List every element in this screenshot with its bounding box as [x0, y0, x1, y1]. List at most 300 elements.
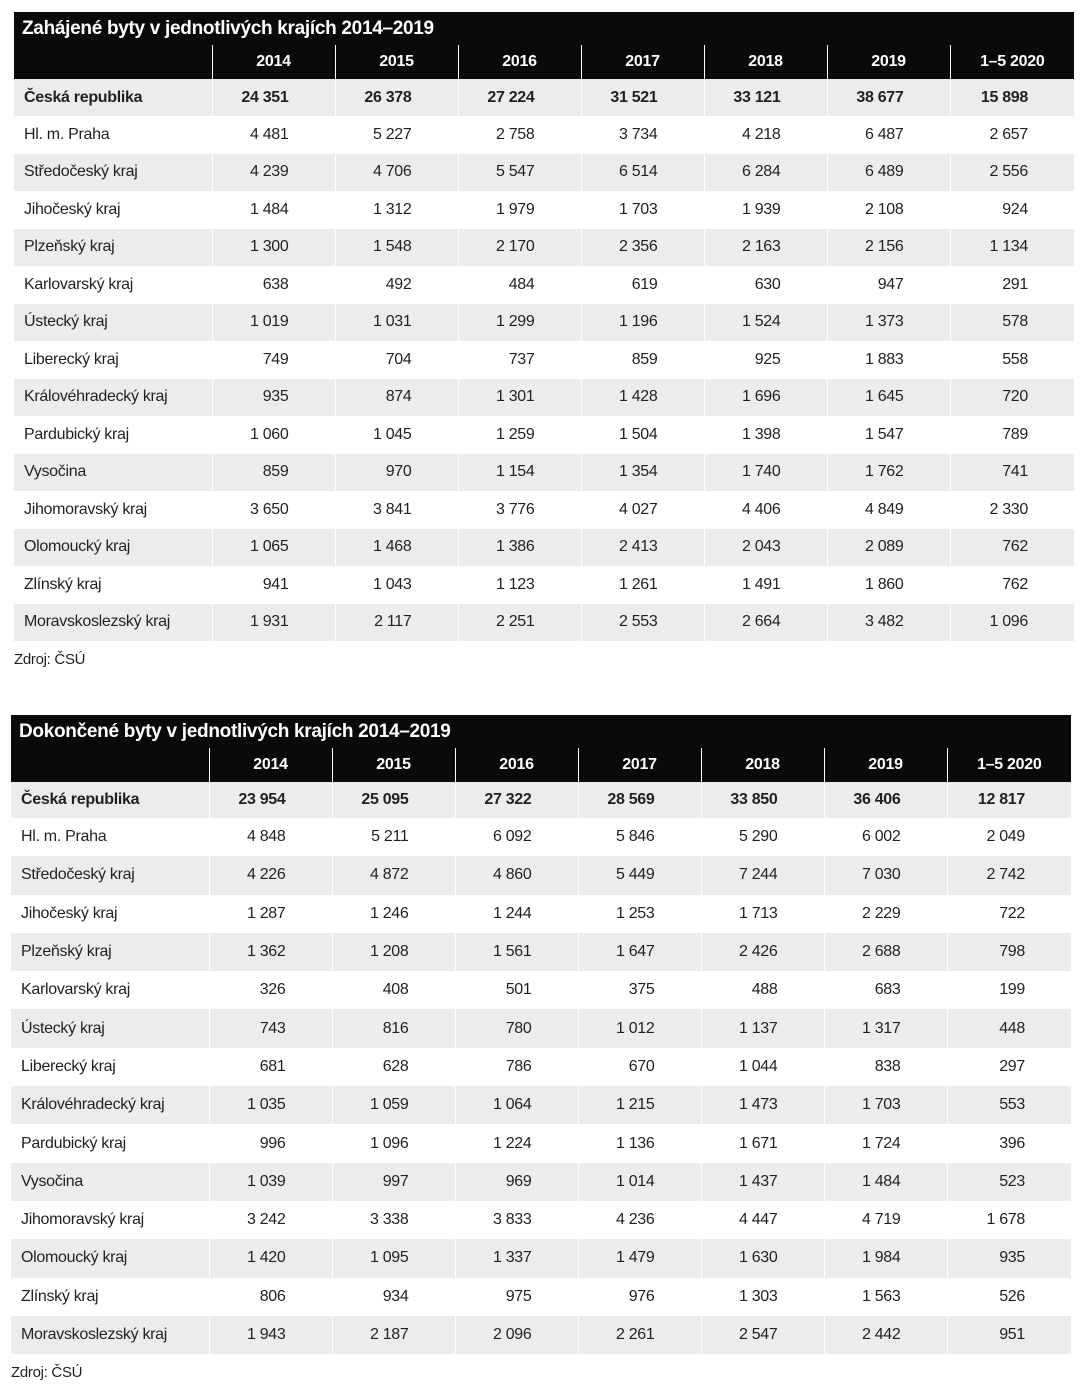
value-cell: 3 776	[458, 491, 581, 529]
value-cell: 36 406	[824, 782, 947, 818]
value-cell: 6 489	[827, 154, 950, 192]
header-cell-year: 2014	[212, 45, 335, 79]
value-cell: 5 290	[701, 818, 824, 856]
value-cell: 924	[950, 191, 1074, 229]
value-cell: 6 487	[827, 116, 950, 154]
value-cell: 1 354	[581, 454, 704, 492]
value-cell: 26 378	[335, 79, 458, 116]
value-cell: 4 872	[332, 856, 455, 894]
table-row	[14, 191, 1074, 229]
region-name-cell: Olomoucký kraj	[24, 538, 131, 556]
value-cell: 199	[947, 971, 1071, 1009]
value-cell: 1 943	[209, 1316, 332, 1354]
value-cell: 975	[455, 1278, 578, 1316]
value-cell: 1 060	[212, 416, 335, 454]
value-cell: 1 420	[209, 1239, 332, 1277]
table-row	[11, 1163, 1071, 1201]
region-name-cell: Zlínský kraj	[21, 1287, 99, 1305]
value-cell: 3 841	[335, 491, 458, 529]
value-cell: 38 677	[827, 79, 950, 116]
value-cell: 1 064	[455, 1086, 578, 1124]
value-cell: 720	[950, 379, 1074, 417]
table-body	[11, 782, 1071, 1354]
value-cell: 780	[455, 1009, 578, 1047]
value-cell: 553	[947, 1086, 1071, 1124]
value-cell: 1 039	[209, 1163, 332, 1201]
value-cell: 4 719	[824, 1201, 947, 1239]
value-cell: 1 137	[701, 1009, 824, 1047]
value-cell: 1 979	[458, 191, 581, 229]
started-dwellings-table-block	[14, 12, 1074, 668]
value-cell: 1 136	[578, 1124, 701, 1162]
value-cell: 941	[212, 566, 335, 604]
value-cell: 1 504	[581, 416, 704, 454]
value-cell: 704	[335, 341, 458, 379]
value-cell: 31 521	[581, 79, 704, 116]
value-cell: 743	[209, 1009, 332, 1047]
region-name-cell: Olomoucký kraj	[21, 1249, 128, 1267]
value-cell: 859	[212, 454, 335, 492]
value-cell: 1 096	[950, 604, 1074, 642]
value-cell: 1 524	[704, 304, 827, 342]
value-cell: 3 338	[332, 1201, 455, 1239]
value-cell: 2 657	[950, 116, 1074, 154]
header-cell-region	[14, 45, 212, 79]
value-cell: 6 514	[581, 154, 704, 192]
value-cell: 2 261	[578, 1316, 701, 1354]
table-row-total	[11, 782, 1071, 818]
value-cell: 996	[209, 1124, 332, 1162]
table-row	[14, 154, 1074, 192]
value-cell: 638	[212, 266, 335, 304]
value-cell: 1 224	[455, 1124, 578, 1162]
value-cell: 1 031	[335, 304, 458, 342]
value-cell: 1 647	[578, 933, 701, 971]
value-cell: 2 163	[704, 229, 827, 267]
value-cell: 1 939	[704, 191, 827, 229]
value-cell: 1 259	[458, 416, 581, 454]
value-cell: 1 479	[578, 1239, 701, 1277]
value-cell: 1 019	[212, 304, 335, 342]
value-cell: 2 758	[458, 116, 581, 154]
region-name-cell: Moravskoslezský kraj	[24, 613, 171, 631]
value-cell: 448	[947, 1009, 1071, 1047]
value-cell: 5 227	[335, 116, 458, 154]
value-cell: 1 678	[947, 1201, 1071, 1239]
region-name-cell: Zlínský kraj	[24, 575, 102, 593]
table-row	[11, 1278, 1071, 1316]
value-cell: 3 242	[209, 1201, 332, 1239]
region-name-cell: Pardubický kraj	[24, 425, 129, 443]
value-cell: 2 553	[581, 604, 704, 642]
value-cell: 2 556	[950, 154, 1074, 192]
value-cell: 326	[209, 971, 332, 1009]
header-cell-region	[11, 748, 209, 782]
region-name-cell: Pardubický kraj	[21, 1134, 126, 1152]
value-cell: 1 123	[458, 566, 581, 604]
value-cell: 1 696	[704, 379, 827, 417]
region-name-cell: Plzeňský kraj	[21, 943, 112, 961]
header-cell-year: 2017	[581, 45, 704, 79]
table-row	[14, 604, 1074, 642]
value-cell: 526	[947, 1278, 1071, 1316]
value-cell: 786	[455, 1048, 578, 1086]
value-cell: 630	[704, 266, 827, 304]
table-row	[11, 1239, 1071, 1277]
table-row	[14, 229, 1074, 267]
table-row	[11, 1048, 1071, 1086]
value-cell: 4 481	[212, 116, 335, 154]
completed-dwellings-table-block	[11, 715, 1071, 1381]
value-cell: 722	[947, 895, 1071, 933]
table-row	[14, 304, 1074, 342]
region-name-cell: Ústecký kraj	[21, 1019, 105, 1037]
value-cell: 1 035	[209, 1086, 332, 1124]
value-cell: 1 630	[701, 1239, 824, 1277]
value-cell: 874	[335, 379, 458, 417]
table-row	[14, 116, 1074, 154]
value-cell: 741	[950, 454, 1074, 492]
value-cell: 2 426	[701, 933, 824, 971]
value-cell: 935	[212, 379, 335, 417]
value-cell: 2 108	[827, 191, 950, 229]
header-row	[14, 45, 1074, 79]
region-name-cell: Česká republika	[24, 88, 143, 106]
header-cell-year: 2019	[827, 45, 950, 79]
value-cell: 798	[947, 933, 1071, 971]
region-name-cell: Ústecký kraj	[24, 313, 108, 331]
value-cell: 1 095	[332, 1239, 455, 1277]
table-row	[11, 1009, 1071, 1047]
table-row	[14, 266, 1074, 304]
header-row	[11, 748, 1071, 782]
value-cell: 1 468	[335, 529, 458, 567]
value-cell: 1 096	[332, 1124, 455, 1162]
value-cell: 3 734	[581, 116, 704, 154]
value-cell: 1 491	[704, 566, 827, 604]
table-row	[14, 529, 1074, 567]
value-cell: 1 645	[827, 379, 950, 417]
region-name-cell: Karlovarský kraj	[24, 275, 134, 293]
value-cell: 3 833	[455, 1201, 578, 1239]
table-header	[14, 45, 1074, 79]
value-cell: 4 849	[827, 491, 950, 529]
value-cell: 4 447	[701, 1201, 824, 1239]
value-cell: 2 229	[824, 895, 947, 933]
value-cell: 488	[701, 971, 824, 1009]
value-cell: 2 089	[827, 529, 950, 567]
value-cell: 4 236	[578, 1201, 701, 1239]
value-cell: 4 860	[455, 856, 578, 894]
region-name-cell: Jihočeský kraj	[24, 200, 121, 218]
region-name-cell: Královéhradecký kraj	[21, 1096, 165, 1114]
value-cell: 1 484	[212, 191, 335, 229]
value-cell: 1 547	[827, 416, 950, 454]
value-cell: 947	[827, 266, 950, 304]
value-cell: 2 156	[827, 229, 950, 267]
region-name-cell: Vysočina	[21, 1172, 83, 1190]
table-row	[14, 491, 1074, 529]
value-cell: 492	[335, 266, 458, 304]
value-cell: 737	[458, 341, 581, 379]
value-cell: 1 386	[458, 529, 581, 567]
value-cell: 1 300	[212, 229, 335, 267]
table-header	[11, 748, 1071, 782]
table-row	[14, 379, 1074, 417]
region-name-cell: Královéhradecký kraj	[24, 388, 168, 406]
value-cell: 934	[332, 1278, 455, 1316]
region-name-cell: Vysočina	[24, 463, 86, 481]
value-cell: 6 002	[824, 818, 947, 856]
region-name-cell: Karlovarský kraj	[21, 981, 131, 999]
value-cell: 28 569	[578, 782, 701, 818]
value-cell: 2 356	[581, 229, 704, 267]
value-cell: 396	[947, 1124, 1071, 1162]
value-cell: 628	[332, 1048, 455, 1086]
value-cell: 2 251	[458, 604, 581, 642]
region-name-cell: Středočeský kraj	[24, 163, 138, 181]
value-cell: 375	[578, 971, 701, 1009]
header-cell-year: 2018	[704, 45, 827, 79]
value-cell: 1 059	[332, 1086, 455, 1124]
value-cell: 1 437	[701, 1163, 824, 1201]
value-cell: 935	[947, 1239, 1071, 1277]
data-table	[11, 748, 1071, 1354]
value-cell: 1 208	[332, 933, 455, 971]
table-title: Zahájené byty v jednotlivých krajích 2014–2019	[14, 12, 1074, 45]
header-cell-year: 2018	[701, 748, 824, 782]
table-row	[11, 1316, 1071, 1354]
value-cell: 5 211	[332, 818, 455, 856]
value-cell: 484	[458, 266, 581, 304]
value-cell: 1 984	[824, 1239, 947, 1277]
value-cell: 749	[212, 341, 335, 379]
value-cell: 501	[455, 971, 578, 1009]
region-name-cell: Liberecký kraj	[21, 1057, 116, 1075]
value-cell: 806	[209, 1278, 332, 1316]
value-cell: 4 848	[209, 818, 332, 856]
value-cell: 27 224	[458, 79, 581, 116]
table-row-total	[14, 79, 1074, 116]
value-cell: 27 322	[455, 782, 578, 818]
value-cell: 762	[950, 566, 1074, 604]
table-row	[14, 341, 1074, 379]
header-cell-year: 1–5 2020	[950, 45, 1074, 79]
value-cell: 1 215	[578, 1086, 701, 1124]
value-cell: 789	[950, 416, 1074, 454]
value-cell: 297	[947, 1048, 1071, 1086]
value-cell: 3 482	[827, 604, 950, 642]
value-cell: 838	[824, 1048, 947, 1086]
source-note: Zdroj: ČSÚ	[11, 1364, 83, 1382]
region-name-cell: Hl. m. Praha	[21, 828, 107, 846]
value-cell: 1 428	[581, 379, 704, 417]
value-cell: 1 045	[335, 416, 458, 454]
region-name-cell: Moravskoslezský kraj	[21, 1326, 168, 1343]
table-row	[11, 1124, 1071, 1162]
table-title: Dokončené byty v jednotlivých krajích 2014–2019	[11, 715, 1071, 748]
value-cell: 5 449	[578, 856, 701, 894]
header-cell-year: 2014	[209, 748, 332, 782]
value-cell: 1 703	[824, 1086, 947, 1124]
value-cell: 2 043	[704, 529, 827, 567]
value-cell: 7 244	[701, 856, 824, 894]
value-cell: 1 713	[701, 895, 824, 933]
value-cell: 1 154	[458, 454, 581, 492]
value-cell: 1 244	[455, 895, 578, 933]
value-cell: 2 664	[704, 604, 827, 642]
value-cell: 3 650	[212, 491, 335, 529]
value-cell: 4 406	[704, 491, 827, 529]
value-cell: 1 253	[578, 895, 701, 933]
value-cell: 558	[950, 341, 1074, 379]
value-cell: 1 484	[824, 1163, 947, 1201]
value-cell: 1 303	[701, 1278, 824, 1316]
value-cell: 2 742	[947, 856, 1071, 894]
header-cell-year: 2016	[455, 748, 578, 782]
value-cell: 969	[455, 1163, 578, 1201]
value-cell: 859	[581, 341, 704, 379]
value-cell: 1 373	[827, 304, 950, 342]
value-cell: 408	[332, 971, 455, 1009]
value-cell: 2 187	[332, 1316, 455, 1354]
value-cell: 970	[335, 454, 458, 492]
value-cell: 1 563	[824, 1278, 947, 1316]
region-name-cell: Jihomoravský kraj	[24, 500, 147, 518]
value-cell: 7 030	[824, 856, 947, 894]
table-row	[11, 1201, 1071, 1239]
table-row	[11, 971, 1071, 1009]
source-note: Zdroj: ČSÚ	[14, 651, 86, 668]
value-cell: 1 044	[701, 1048, 824, 1086]
value-cell: 4 027	[581, 491, 704, 529]
table-row	[14, 454, 1074, 492]
value-cell: 523	[947, 1163, 1071, 1201]
value-cell: 5 846	[578, 818, 701, 856]
value-cell: 1 134	[950, 229, 1074, 267]
value-cell: 1 860	[827, 566, 950, 604]
value-cell: 997	[332, 1163, 455, 1201]
value-cell: 1 724	[824, 1124, 947, 1162]
value-cell: 2 096	[455, 1316, 578, 1354]
table-row	[11, 933, 1071, 971]
value-cell: 15 898	[950, 79, 1074, 116]
value-cell: 1 043	[335, 566, 458, 604]
value-cell: 4 239	[212, 154, 335, 192]
value-cell: 1 931	[212, 604, 335, 642]
value-cell: 4 226	[209, 856, 332, 894]
value-cell: 1 883	[827, 341, 950, 379]
value-cell: 1 065	[212, 529, 335, 567]
value-cell: 1 287	[209, 895, 332, 933]
value-cell: 2 547	[701, 1316, 824, 1354]
value-cell: 925	[704, 341, 827, 379]
data-table	[14, 45, 1074, 641]
value-cell: 291	[950, 266, 1074, 304]
table-body	[14, 79, 1074, 641]
value-cell: 23 954	[209, 782, 332, 818]
table-row	[11, 1086, 1071, 1124]
value-cell: 1 362	[209, 933, 332, 971]
value-cell: 1 398	[704, 416, 827, 454]
table-row	[11, 895, 1071, 933]
value-cell: 670	[578, 1048, 701, 1086]
header-cell-year: 2019	[824, 748, 947, 782]
header-cell-year: 2015	[332, 748, 455, 782]
value-cell: 1 762	[827, 454, 950, 492]
region-name-cell: Liberecký kraj	[24, 350, 119, 368]
value-cell: 1 014	[578, 1163, 701, 1201]
value-cell: 1 301	[458, 379, 581, 417]
value-cell: 6 284	[704, 154, 827, 192]
value-cell: 6 092	[455, 818, 578, 856]
value-cell: 1 261	[581, 566, 704, 604]
value-cell: 1 703	[581, 191, 704, 229]
value-cell: 816	[332, 1009, 455, 1047]
value-cell: 1 671	[701, 1124, 824, 1162]
value-cell: 1 561	[455, 933, 578, 971]
value-cell: 4 218	[704, 116, 827, 154]
value-cell: 683	[824, 971, 947, 1009]
value-cell: 1 312	[335, 191, 458, 229]
value-cell: 1 246	[332, 895, 455, 933]
header-cell-year: 2017	[578, 748, 701, 782]
header-cell-year: 2015	[335, 45, 458, 79]
value-cell: 2 413	[581, 529, 704, 567]
value-cell: 578	[950, 304, 1074, 342]
value-cell: 4 706	[335, 154, 458, 192]
value-cell: 619	[581, 266, 704, 304]
value-cell: 1 337	[455, 1239, 578, 1277]
header-cell-year: 2016	[458, 45, 581, 79]
value-cell: 976	[578, 1278, 701, 1316]
value-cell: 1 012	[578, 1009, 701, 1047]
value-cell: 2 442	[824, 1316, 947, 1354]
value-cell: 1 473	[701, 1086, 824, 1124]
value-cell: 33 121	[704, 79, 827, 116]
value-cell: 2 170	[458, 229, 581, 267]
value-cell: 25 095	[332, 782, 455, 818]
value-cell: 33 850	[701, 782, 824, 818]
table-row	[11, 818, 1071, 856]
value-cell: 2 049	[947, 818, 1071, 856]
value-cell: 1 740	[704, 454, 827, 492]
table-row	[11, 856, 1071, 894]
value-cell: 1 299	[458, 304, 581, 342]
value-cell: 24 351	[212, 79, 335, 116]
header-cell-year: 1–5 2020	[947, 748, 1071, 782]
value-cell: 1 317	[824, 1009, 947, 1047]
value-cell: 951	[947, 1316, 1071, 1354]
region-name-cell: Hl. m. Praha	[24, 125, 110, 143]
value-cell: 2 117	[335, 604, 458, 642]
table-row	[14, 566, 1074, 604]
value-cell: 12 817	[947, 782, 1071, 818]
region-name-cell: Středočeský kraj	[21, 866, 135, 884]
region-name-cell: Česká republika	[21, 791, 140, 808]
region-name-cell: Plzeňský kraj	[24, 238, 115, 256]
value-cell: 5 547	[458, 154, 581, 192]
value-cell: 2 688	[824, 933, 947, 971]
region-name-cell: Jihočeský kraj	[21, 904, 118, 922]
value-cell: 1 196	[581, 304, 704, 342]
value-cell: 762	[950, 529, 1074, 567]
value-cell: 2 330	[950, 491, 1074, 529]
table-row	[14, 416, 1074, 454]
region-name-cell: Jihomoravský kraj	[21, 1211, 144, 1229]
value-cell: 681	[209, 1048, 332, 1086]
value-cell: 1 548	[335, 229, 458, 267]
